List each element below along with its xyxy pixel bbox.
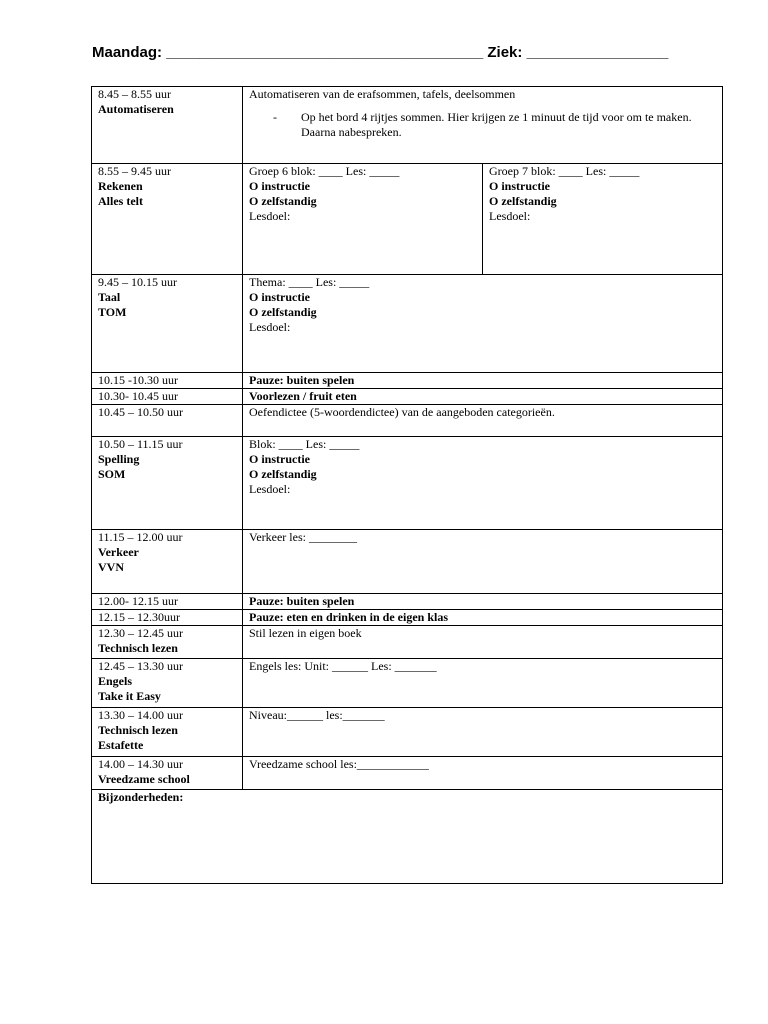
content-cell	[243, 373, 723, 389]
content-cell[interactable]	[243, 708, 723, 757]
time-cell	[92, 708, 243, 757]
goal-label: Lesdoel:	[489, 209, 531, 223]
method-text: Take it Easy	[98, 689, 161, 703]
instruction-option[interactable]: O instructie	[249, 452, 310, 466]
group7-cell[interactable]	[483, 164, 723, 275]
time-text: 10.15 -10.30 uur	[98, 373, 178, 387]
content-text: Voorlezen / fruit eten	[249, 389, 357, 403]
time-cell	[92, 275, 243, 373]
time-text: 12.30 – 12.45 uur	[98, 626, 183, 640]
table-row	[92, 405, 723, 437]
method-text: TOM	[98, 305, 127, 319]
content-text: Stil lezen in eigen boek	[249, 626, 362, 640]
content-text: Verkeer les: ________	[249, 530, 357, 544]
table-row	[92, 594, 723, 610]
content-cell[interactable]	[243, 659, 723, 708]
method-text: VVN	[98, 560, 124, 574]
time-cell	[92, 405, 243, 437]
notes-cell[interactable]	[92, 790, 723, 884]
self-study-option[interactable]: O zelfstandig	[489, 194, 557, 208]
content-text: Niveau:______ les:_______	[249, 708, 385, 722]
time-cell	[92, 87, 243, 164]
goal-label: Lesdoel:	[249, 320, 291, 334]
time-text: 8.45 – 8.55 uur	[98, 87, 171, 101]
subject-text: Engels	[98, 674, 133, 688]
bullet-dash: -	[273, 110, 277, 124]
table-row	[92, 626, 723, 659]
content-text: Vreedzame school les:____________	[249, 757, 429, 771]
table-row	[92, 437, 723, 530]
group6-header: Groep 6 blok: ____ Les: _____	[249, 164, 400, 178]
time-text: 8.55 – 9.45 uur	[98, 164, 171, 178]
content-cell	[243, 626, 723, 659]
method-text: SOM	[98, 467, 126, 481]
subject-text: Automatiseren	[98, 102, 174, 116]
time-text: 14.00 – 14.30 uur	[98, 757, 183, 771]
subject-text: Verkeer	[98, 545, 139, 559]
time-cell	[92, 164, 243, 275]
content-cell[interactable]	[243, 757, 723, 790]
table-row	[92, 164, 723, 275]
bullet-text: Op het bord 4 rijtjes sommen. Hier krijgen ze 1 minuut de tijd voor om te maken. Daarna nabespreken.	[301, 110, 692, 139]
content-text: Pauze: buiten spelen	[249, 594, 355, 608]
table-row	[92, 373, 723, 389]
time-cell	[92, 659, 243, 708]
content-cell	[243, 87, 723, 164]
sick-label: Ziek:	[487, 44, 523, 61]
content-cell[interactable]	[243, 275, 723, 373]
time-text: 11.15 – 12.00 uur	[98, 530, 183, 544]
instruction-option[interactable]: O instructie	[249, 179, 310, 193]
self-study-option[interactable]: O zelfstandig	[249, 194, 317, 208]
time-cell	[92, 610, 243, 626]
goal-label: Lesdoel:	[249, 209, 291, 223]
block-header: Blok: ____ Les: _____	[249, 437, 360, 451]
table-row	[92, 530, 723, 594]
subject-text: Rekenen	[98, 179, 143, 193]
time-cell	[92, 373, 243, 389]
subject-text: Vreedzame school	[98, 772, 190, 786]
content-cell	[243, 610, 723, 626]
day-label: Maandag:	[92, 44, 163, 61]
time-cell	[92, 757, 243, 790]
content-text: Pauze: buiten spelen	[249, 373, 355, 387]
table-row	[92, 87, 723, 164]
group7-header: Groep 7 blok: ____ Les: _____	[489, 164, 640, 178]
time-cell	[92, 437, 243, 530]
time-text: 10.45 – 10.50 uur	[98, 405, 183, 419]
table-row	[92, 659, 723, 708]
table-row	[92, 790, 723, 884]
subject-text: Spelling	[98, 452, 140, 466]
table-row	[92, 389, 723, 405]
table-row	[92, 708, 723, 757]
self-study-option[interactable]: O zelfstandig	[249, 305, 317, 319]
content-text: Engels les: Unit: ______ Les: _______	[249, 659, 437, 673]
time-text: 12.45 – 13.30 uur	[98, 659, 183, 673]
table-row	[92, 757, 723, 790]
subject-text: Technisch lezen	[98, 641, 178, 655]
content-text: Automatiseren van de erafsommen, tafels, deelsommen	[249, 87, 516, 101]
sick-blank[interactable]: _________________	[526, 44, 669, 61]
method-text: Estafette	[98, 738, 144, 752]
schedule-table	[91, 86, 723, 884]
time-text: 10.50 – 11.15 uur	[98, 437, 183, 451]
time-cell	[92, 389, 243, 405]
content-cell	[243, 405, 723, 437]
method-text: Alles telt	[98, 194, 143, 208]
time-text: 12.00- 12.15 uur	[98, 594, 178, 608]
time-cell	[92, 594, 243, 610]
page-header	[92, 44, 668, 61]
table-row	[92, 275, 723, 373]
time-text: 13.30 – 14.00 uur	[98, 708, 183, 722]
time-text: 10.30- 10.45 uur	[98, 389, 178, 403]
table-row	[92, 610, 723, 626]
content-text: Pauze: eten en drinken in de eigen klas	[249, 610, 449, 624]
subject-text: Technisch lezen	[98, 723, 178, 737]
subject-text: Taal	[98, 290, 121, 304]
time-cell	[92, 626, 243, 659]
goal-label: Lesdoel:	[249, 482, 291, 496]
day-blank[interactable]: ______________________________________	[166, 44, 484, 61]
self-study-option[interactable]: O zelfstandig	[249, 467, 317, 481]
instruction-option[interactable]: O instructie	[489, 179, 550, 193]
content-cell	[243, 389, 723, 405]
time-text: 9.45 – 10.15 uur	[98, 275, 177, 289]
time-cell	[92, 530, 243, 594]
list-item	[249, 110, 716, 140]
instruction-option[interactable]: O instructie	[249, 290, 310, 304]
theme-header: Thema: ____ Les: _____	[249, 275, 370, 289]
content-cell	[243, 594, 723, 610]
content-text: Oefendictee (5-woordendictee) van de aangeboden categorieën.	[249, 405, 555, 419]
notes-label: Bijzonderheden:	[98, 790, 184, 804]
content-cell[interactable]	[243, 437, 723, 530]
group6-cell[interactable]	[243, 164, 483, 275]
content-cell[interactable]	[243, 530, 723, 594]
time-text: 12.15 – 12.30uur	[98, 610, 180, 624]
